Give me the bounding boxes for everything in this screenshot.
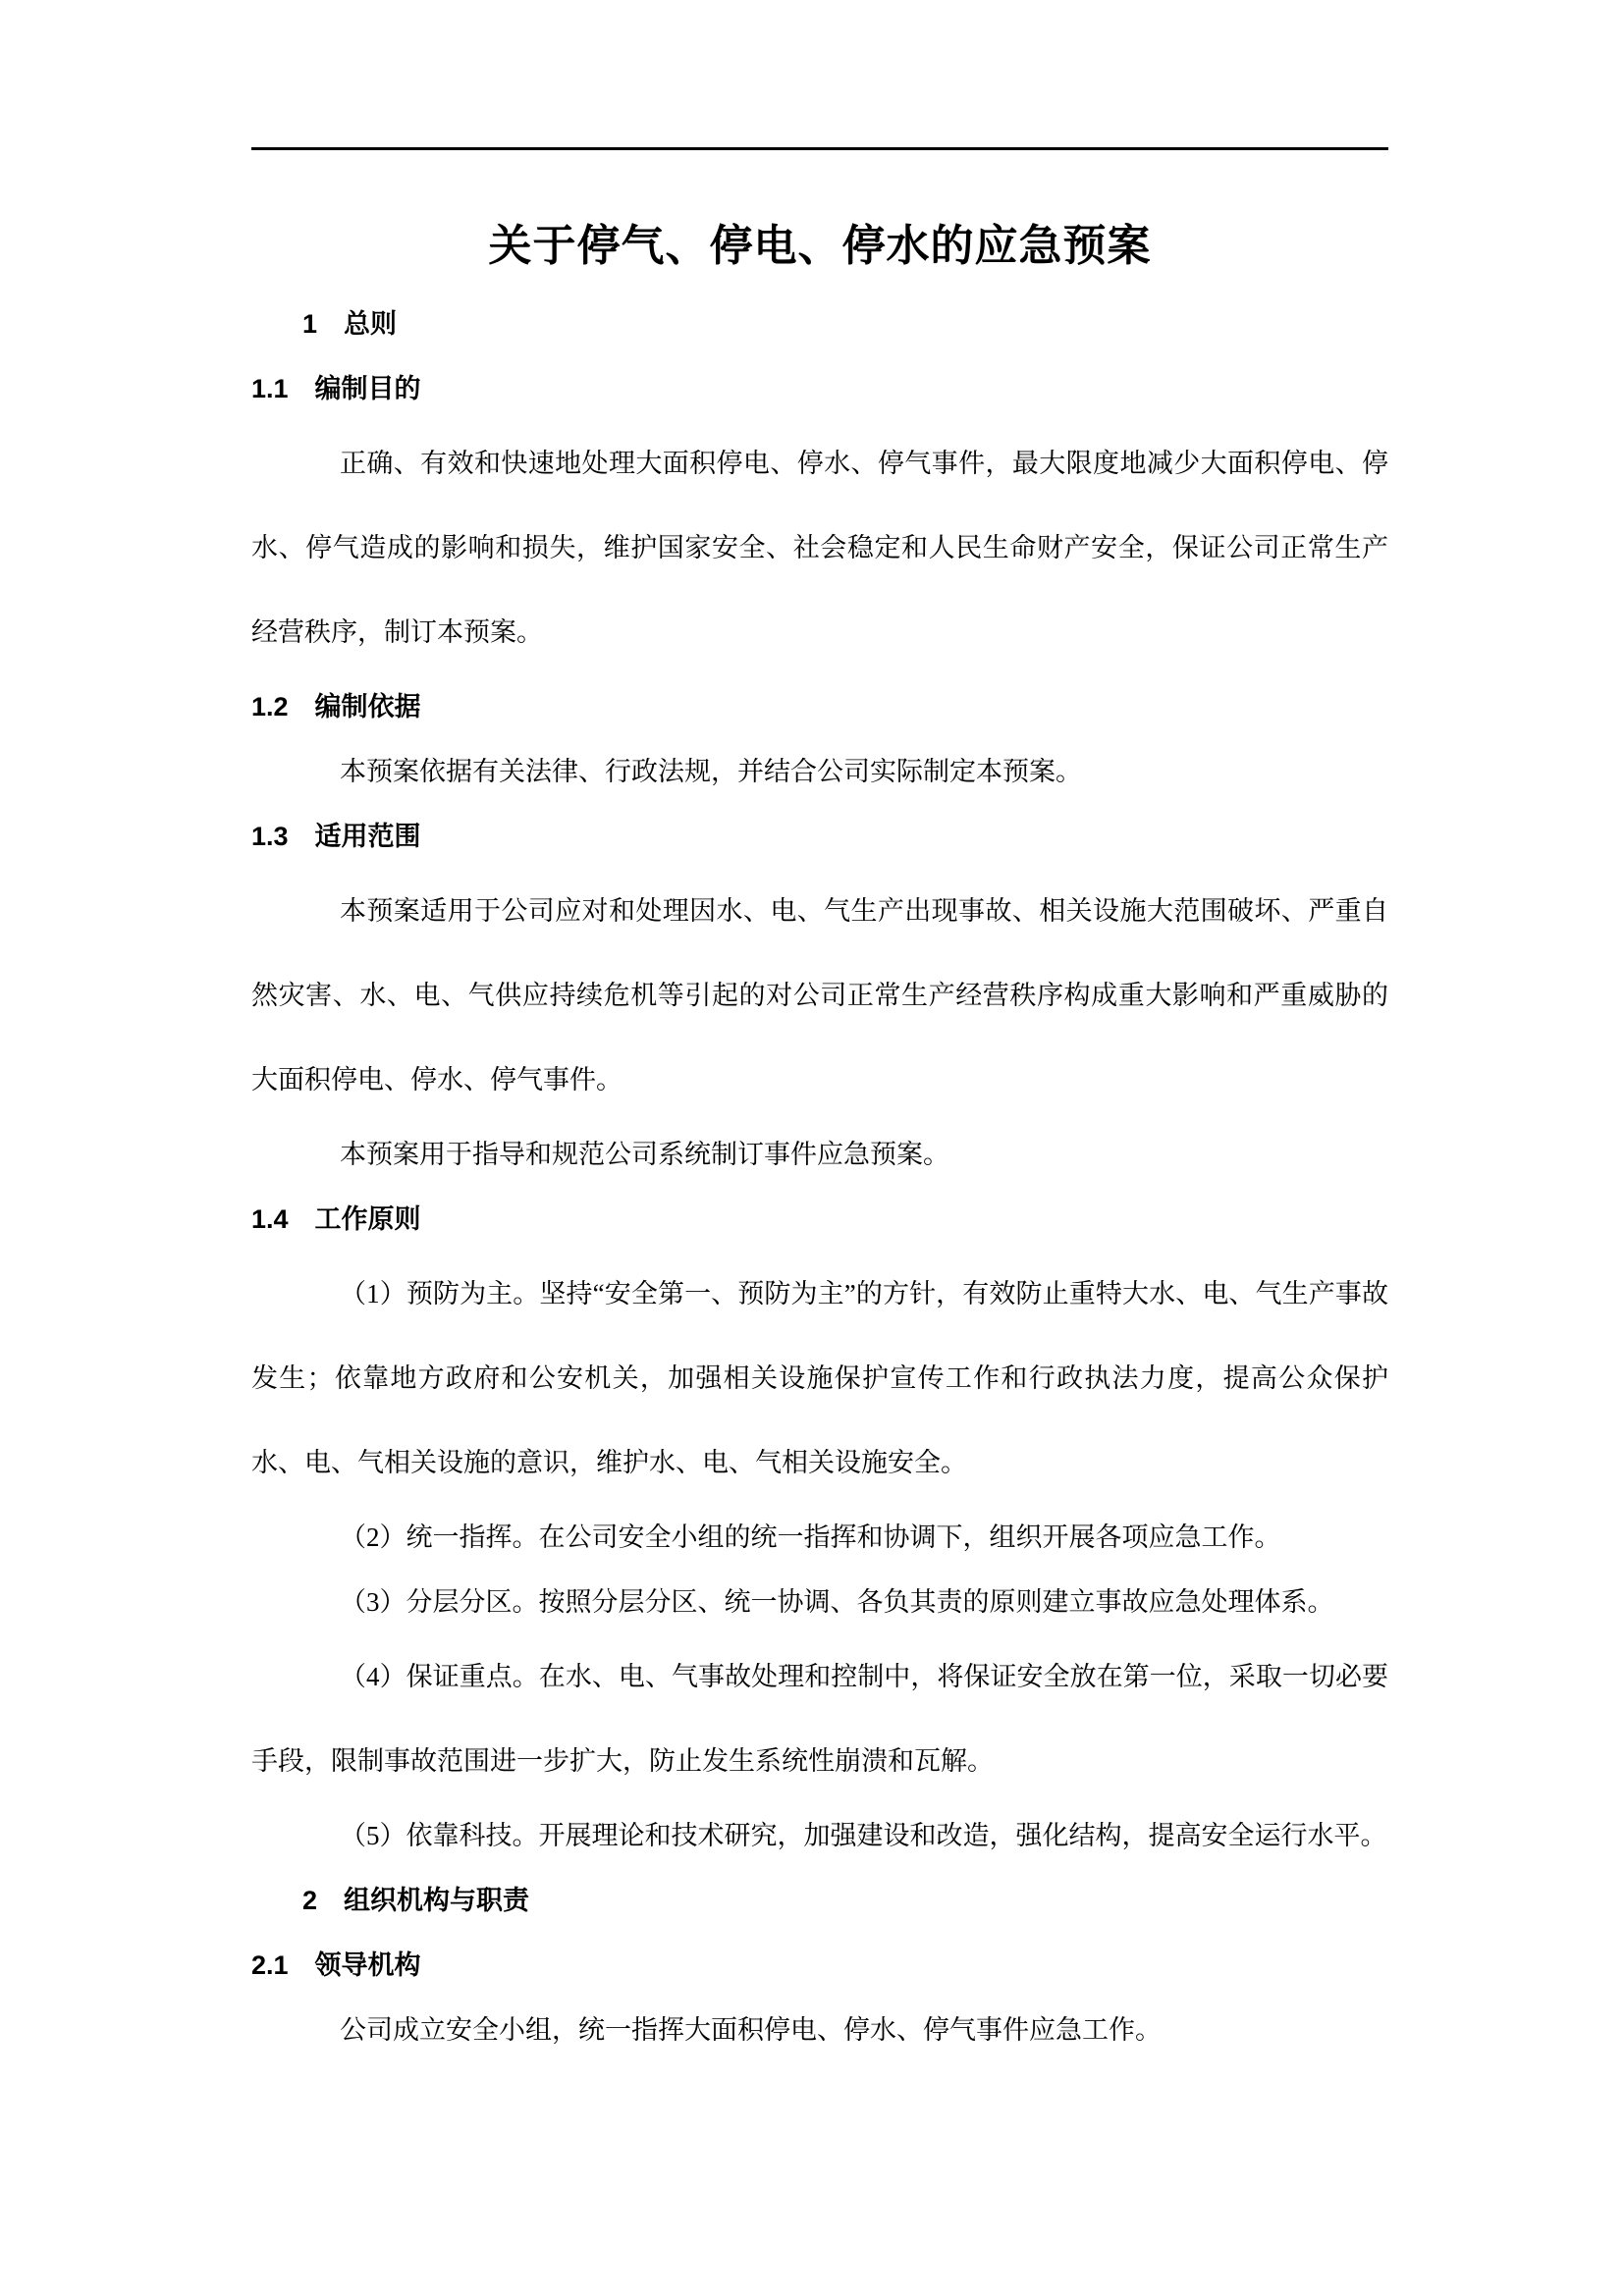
section-1-heading: 1 总则 xyxy=(302,309,398,339)
subsection-1-3-heading: 1.3 适用范围 xyxy=(251,822,421,851)
subsection-1-4-heading: 1.4 工作原则 xyxy=(251,1204,421,1234)
subsection-1-3 xyxy=(251,804,1388,1187)
subsection-1-1 xyxy=(251,356,1388,674)
paragraph: （5）依靠科技。开展理论和技术研究，加强建设和改造，强化结构，提高安全运行水平。 xyxy=(340,1821,1387,1850)
subsection-1-4 xyxy=(251,1187,1388,1868)
subsection-1-1-heading: 1.1 编制目的 xyxy=(251,374,421,403)
paragraph: （2）统一指挥。在公司安全小组的统一指挥和协调下，组织开展各项应急工作。 xyxy=(340,1522,1281,1552)
paragraph: 本预案用于指导和规范公司系统制订事件应急预案。 xyxy=(340,1140,949,1169)
document-title: 关于停气、停电、停水的应急预案 xyxy=(488,222,1152,270)
paragraph: （4）保证重点。在水、电、气事故处理和控制中，将保证安全放在第一位，采取一切必要手段，限制事故范围进一步扩大，防止发生系统性崩溃和瓦解。 xyxy=(251,1662,1388,1776)
paragraph: （3）分层分区。按照分层分区、统一协调、各负其责的原则建立事故应急处理体系。 xyxy=(340,1587,1334,1617)
header-rule xyxy=(251,147,1388,150)
section-2-heading: 2 组织机构与职责 xyxy=(302,1886,530,1915)
subsection-2-1-heading: 2.1 领导机构 xyxy=(251,1950,421,1980)
paragraph: （1）预防为主。坚持“安全第一、预防为主”的方针，有效防止重特大水、电、气生产事故发生；依靠地方政府和公安机关，加强相关设施保护宣传工作和行政执法力度，提高公众保护水、电、气相关设施的意识，维护水、电、气相关设施安全。 xyxy=(251,1279,1388,1477)
paragraph: 本预案适用于公司应对和处理因水、电、气生产出现事故、相关设施大范围破坏、严重自然灾害、水、电、气供应持续危机等引起的对公司正常生产经营秩序构成重大影响和严重威胁的大面积停电、停水、停气事件。 xyxy=(251,896,1388,1095)
subsection-1-2 xyxy=(251,674,1388,804)
section-1 xyxy=(251,292,1388,1868)
subsection-2-1 xyxy=(251,1933,1388,2062)
paragraph: 公司成立安全小组，统一指挥大面积停电、停水、停气事件应急工作。 xyxy=(340,2015,1162,2045)
paragraph: 本预案依据有关法律、行政法规，并结合公司实际制定本预案。 xyxy=(340,757,1082,786)
section-2 xyxy=(251,1868,1388,2062)
paragraph: 正确、有效和快速地处理大面积停电、停水、停气事件，最大限度地减少大面积停电、停水、停气造成的影响和损失，维护国家安全、社会稳定和人民生命财产安全，保证公司正常生产经营秩序，制订本预案。 xyxy=(251,449,1388,647)
subsection-1-2-heading: 1.2 编制依据 xyxy=(251,692,421,721)
